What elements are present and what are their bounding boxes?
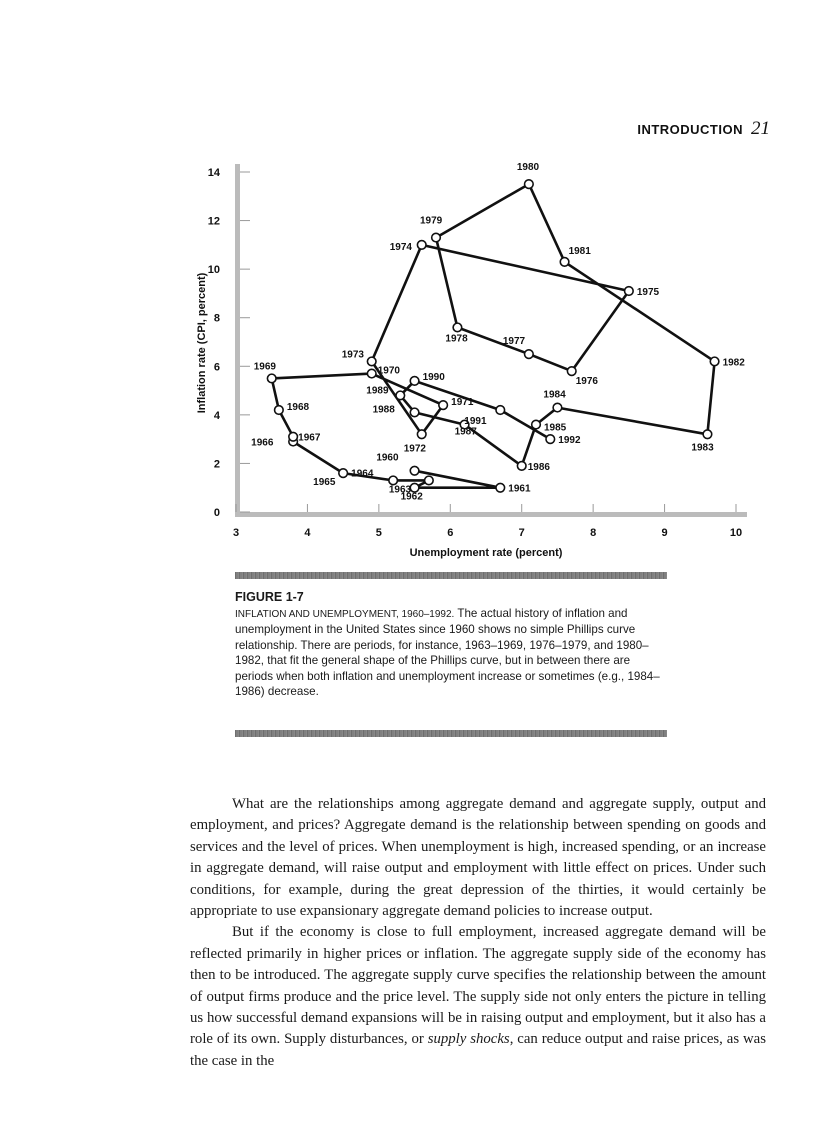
figure-label: FIGURE 1-7 bbox=[235, 590, 304, 604]
y-tick-label: 8 bbox=[213, 312, 220, 325]
data-point-1972 bbox=[417, 430, 426, 439]
y-tick-label: 10 bbox=[207, 264, 220, 277]
point-label-1990: 1990 bbox=[422, 371, 445, 383]
data-point-1965 bbox=[339, 469, 348, 478]
series-line bbox=[272, 184, 715, 488]
point-label-1969: 1969 bbox=[253, 361, 276, 373]
x-tick-label: 7 bbox=[518, 527, 525, 539]
data-point-1977 bbox=[525, 350, 534, 359]
data-point-1986 bbox=[517, 462, 526, 471]
paragraph bbox=[190, 922, 766, 1072]
data-point-1990 bbox=[410, 377, 419, 386]
data-point-1967 bbox=[289, 432, 298, 441]
y-tick-label: 6 bbox=[213, 361, 220, 374]
data-point-1979 bbox=[432, 233, 441, 242]
point-label-1964: 1964 bbox=[351, 468, 374, 480]
point-label-1982: 1982 bbox=[722, 357, 745, 369]
point-label-1963: 1963 bbox=[388, 484, 412, 496]
point-label-1976: 1976 bbox=[575, 376, 598, 388]
x-axis-band bbox=[235, 512, 747, 517]
x-tick-label: 8 bbox=[590, 527, 597, 539]
point-label-1991: 1991 bbox=[464, 416, 487, 427]
point-label-1966: 1966 bbox=[251, 437, 274, 449]
data-point-1982 bbox=[710, 357, 719, 366]
point-label-1987: 1987 bbox=[454, 426, 477, 438]
caption-rule-bottom bbox=[235, 730, 667, 737]
data-point-1991 bbox=[496, 406, 505, 415]
point-label-1984: 1984 bbox=[543, 389, 566, 401]
data-point-1984 bbox=[553, 403, 562, 412]
point-label-1992: 1992 bbox=[558, 435, 581, 447]
point-label-1989: 1989 bbox=[366, 385, 389, 397]
point-label-1965: 1965 bbox=[313, 477, 336, 489]
data-point-1980 bbox=[525, 180, 534, 189]
point-label-1968: 1968 bbox=[286, 402, 310, 413]
point-label-1961: 1961 bbox=[508, 483, 531, 495]
running-header-title: INTRODUCTION bbox=[637, 122, 743, 137]
point-label-1971: 1971 bbox=[451, 397, 474, 409]
point-label-1983: 1983 bbox=[691, 442, 714, 454]
x-axis-label: Unemployment rate (percent) bbox=[409, 547, 563, 559]
figure-caption-heading: INFLATION AND UNEMPLOYMENT, 1960–1992. bbox=[235, 609, 455, 620]
figure-caption-body: The actual history of inflation and unemployment in the United States since 1960 shows no simple Phillips curve relationship. There are periods, for instance, 1963–1969, 1976–1979, and 1980–1982, that fit the general shape of the Phillips curve, but in between there are periods when both inflation and unemployment increase or sometimes (e.g., 1984–1986) decrease. bbox=[235, 607, 660, 699]
point-label-1988: 1988 bbox=[372, 404, 395, 416]
y-axis-band bbox=[235, 164, 240, 512]
paragraph-text: , can reduce output and raise prices, as was the case in the bbox=[190, 1031, 767, 1069]
paragraph-text: But if the economy is close to full employment, increased aggregate demand will be reflected primarily in higher prices or inflation. The aggregate supply side of the economy has then to be introduced. The aggregate supply curve specifies the relationship between the amount of output firms produce and the price level. The supply side not only enters the picture in telling us how successful demand expansions will be in raising output and employment, but it also has a role of its own. Supply disturbances, or bbox=[190, 924, 766, 1048]
data-point-1968 bbox=[275, 406, 284, 415]
point-label-1986: 1986 bbox=[527, 461, 550, 473]
point-label-1974: 1974 bbox=[389, 241, 412, 253]
data-point-1961 bbox=[496, 483, 505, 492]
y-tick-label: 14 bbox=[207, 167, 220, 179]
data-point-1963 bbox=[425, 476, 434, 485]
point-label-1981: 1981 bbox=[568, 245, 591, 257]
data-point-1970 bbox=[367, 369, 376, 378]
page-number: 21 bbox=[751, 118, 770, 139]
data-point-1985 bbox=[532, 420, 541, 429]
data-point-1975 bbox=[625, 287, 634, 296]
data-point-1988 bbox=[410, 408, 419, 417]
data-point-1974 bbox=[417, 241, 426, 250]
y-tick-label: 4 bbox=[213, 409, 220, 422]
x-tick-label: 4 bbox=[304, 527, 311, 539]
y-axis-label: Inflation rate (CPI, percent) bbox=[196, 272, 208, 414]
chart-series bbox=[267, 180, 718, 492]
data-point-1971 bbox=[439, 401, 448, 410]
data-point-1978 bbox=[453, 323, 462, 332]
y-tick-label: 0 bbox=[213, 507, 220, 519]
figure-caption-text bbox=[235, 606, 665, 699]
data-point-1992 bbox=[546, 435, 555, 444]
caption-rule-top bbox=[235, 572, 667, 579]
point-label-1975: 1975 bbox=[636, 287, 660, 298]
point-label-1985: 1985 bbox=[544, 422, 567, 434]
point-label-1960: 1960 bbox=[376, 452, 399, 464]
data-point-1981 bbox=[560, 258, 569, 267]
point-label-1972: 1972 bbox=[403, 443, 426, 455]
x-tick-label: 3 bbox=[232, 527, 240, 539]
x-tick-label: 5 bbox=[375, 527, 382, 539]
x-tick-label: 9 bbox=[661, 527, 668, 539]
point-label-1962: 1962 bbox=[400, 491, 423, 503]
point-label-1978: 1978 bbox=[445, 333, 468, 345]
x-tick-label: 10 bbox=[729, 527, 743, 539]
y-tick-label: 12 bbox=[207, 215, 220, 228]
x-tick-label: 6 bbox=[447, 527, 454, 539]
body-text bbox=[190, 794, 766, 1072]
emphasis-text: supply shocks bbox=[427, 1031, 510, 1048]
y-tick-label: 2 bbox=[213, 458, 220, 471]
data-point-1989 bbox=[396, 391, 405, 400]
point-label-1970: 1970 bbox=[377, 365, 400, 377]
data-point-1976 bbox=[567, 367, 576, 376]
data-point-1983 bbox=[703, 430, 712, 439]
data-point-1969 bbox=[267, 374, 276, 383]
paragraph: What are the relationships among aggregate demand and aggregate supply, output and employment, and prices? Aggregate demand is the relationship between spending on goods and services and the level of prices. When unemployment is high, increased spending, or an increase in aggregate demand, will raise output and employment with little effect on prices. Under such conditions, for example, during the great depression of the thirties, it would certainly be appropriate to use expansionary aggregate demand policies to increase output. bbox=[190, 796, 766, 920]
point-label-1979: 1979 bbox=[420, 215, 443, 227]
data-point-1973 bbox=[367, 357, 376, 366]
point-label-1977: 1977 bbox=[502, 336, 526, 348]
point-label-1973: 1973 bbox=[341, 349, 364, 361]
data-point-1960 bbox=[410, 466, 419, 475]
point-label-1980: 1980 bbox=[516, 162, 540, 174]
point-label-1967: 1967 bbox=[298, 432, 321, 444]
figure-caption bbox=[235, 590, 665, 699]
